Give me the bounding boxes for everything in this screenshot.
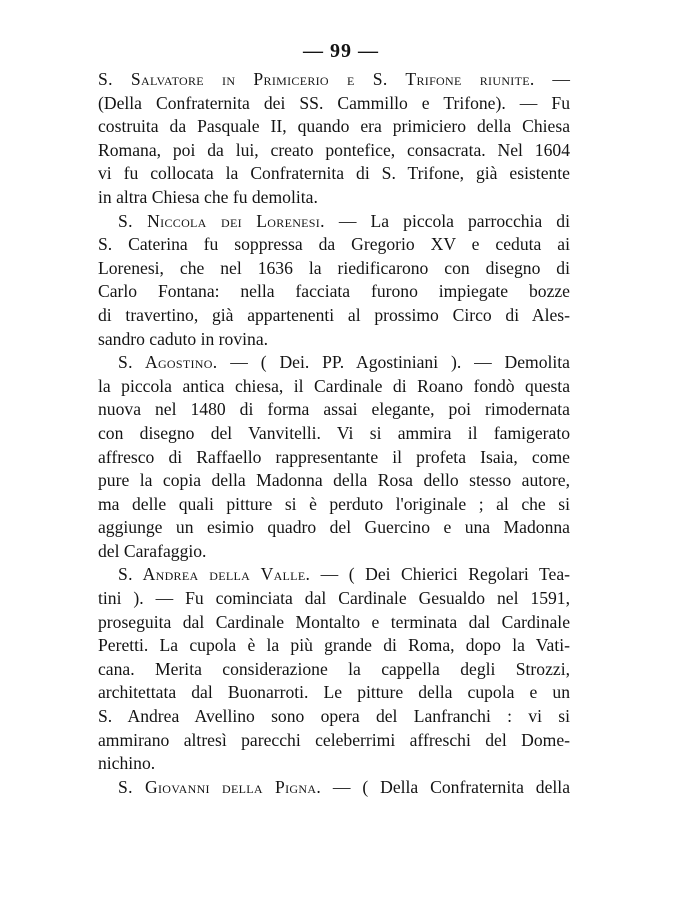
text-line (98, 563, 570, 587)
entry-heading: S. Andrea della Valle. (118, 564, 311, 585)
entry-heading: S. Giovanni della Pigna. (118, 776, 322, 797)
text-line: S. Caterina fu soppressa da Gregorio XV e ceduta ai (98, 234, 570, 255)
text-line: ma delle quali pitture si è perduto l'originale ; al che si (98, 493, 570, 514)
text-line: con disegno del Vanvitelli. Vi si ammira il famigerato (98, 422, 570, 443)
entry-heading: S. Agostino. (118, 352, 218, 373)
text-line: del Carafaggio. (98, 540, 207, 561)
text-line: aggiunge un esimio quadro del Guercino e una Madonna (98, 517, 570, 538)
text-line: Romana, poi da lui, creato pontefice, consacrata. Nel 1604 (98, 139, 570, 160)
text-line (98, 776, 570, 800)
text-segment: — ( Della Confraternita della (321, 776, 571, 797)
text-line: costruita da Pasquale II, quando era primiciero della Chiesa (98, 116, 570, 137)
text-line: cana. Merita considerazione la cappella degli Strozzi, (98, 658, 570, 679)
entry-heading: S. Niccola dei Lorenesi. (118, 210, 325, 231)
text-line: sandro caduto in rovina. (98, 328, 269, 349)
text-line: tini ). — Fu cominciata dal Cardinale Gesualdo nel 1591, (98, 588, 570, 609)
text-segment: — (534, 69, 570, 89)
text-line: ammirano altresì parecchi celeberrimi affreschi del Dome- (98, 729, 570, 750)
text-line: affresco di Raffaello rappresentante il profeta Isaia, come (98, 446, 570, 467)
text-line: Lorenesi, che nel 1636 la riedificarono con disegno di (98, 257, 570, 278)
text-line: vi fu collocata la Confraternita di S. Trifone, già esistente (98, 163, 570, 184)
text-line: S. Andrea Avellino sono opera del Lanfranchi : vi si (98, 706, 570, 727)
text-line: di travertino, già appartenenti al prossimo Circo di Ales- (98, 304, 570, 325)
text-line (98, 351, 570, 375)
text-line: pure la copia della Madonna della Rosa dello stesso autore, (98, 470, 570, 491)
text-line: proseguita dal Cardinale Montalto e terminata dal Cardinale (98, 611, 570, 632)
text-line (98, 210, 570, 234)
text-segment: — ( Dei Chierici Regolari Tea- (310, 564, 571, 585)
text-line (98, 68, 570, 92)
text-line: Carlo Fontana: nella facciata furono impiegate bozze (98, 281, 570, 302)
text-line: (Della Confraternita dei SS. Cammillo e Trifone). — Fu (98, 92, 570, 113)
text-line: nichino. (98, 753, 156, 774)
entry-heading: S. Salvatore in Primicerio e S. Trifone riunite. (98, 69, 535, 89)
text-segment: — La piccola parrocchia di (324, 210, 570, 231)
page-number: — 99 — (303, 40, 379, 62)
text-line: Peretti. La cupola è la più grande di Roma, dopo la Vati- (98, 635, 570, 656)
text-line: la piccola antica chiesa, il Cardinale di Roano fondò questa (98, 375, 570, 396)
text-segment: — ( Dei. PP. Agostiniani ). — Demolita (217, 352, 570, 373)
page-text (98, 68, 570, 799)
text-line: architettata dal Buonarroti. Le pitture della cupola e un (98, 682, 570, 703)
text-line: nuova nel 1480 di forma assai elegante, poi rimodernata (98, 399, 570, 420)
text-line: in altra Chiesa che fu demolita. (98, 186, 318, 207)
